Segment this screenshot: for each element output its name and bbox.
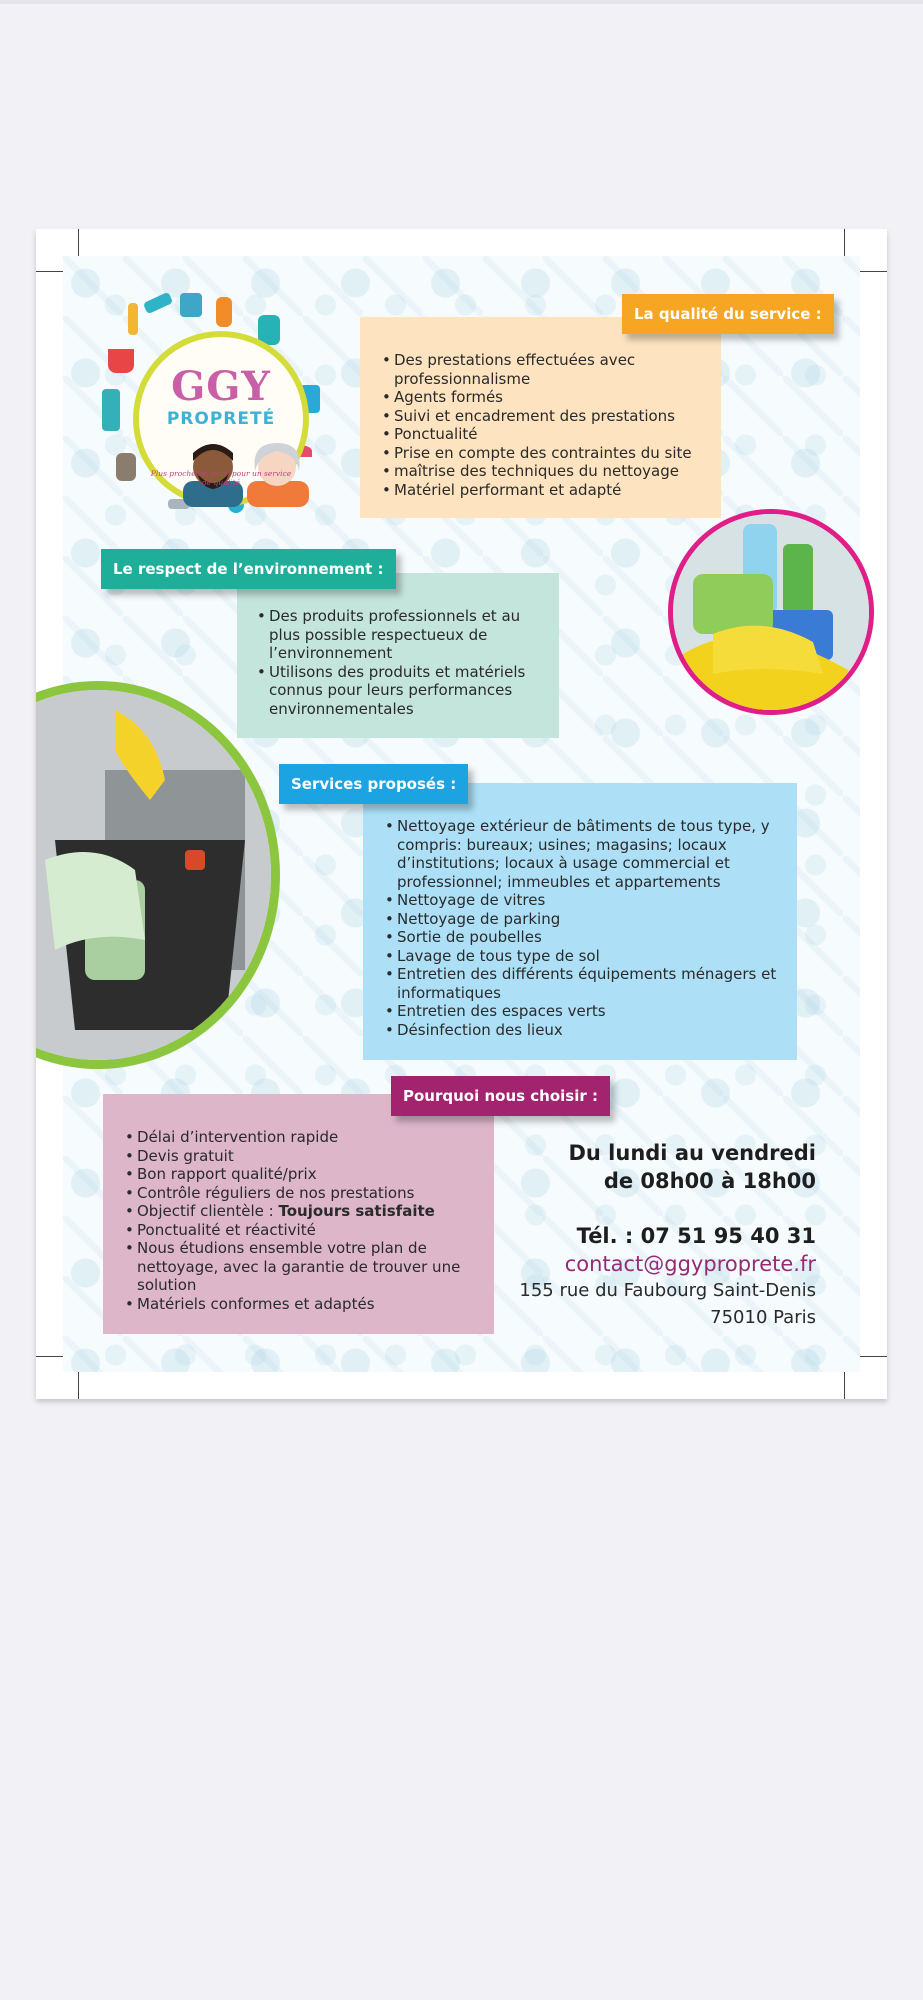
services-box <box>363 783 797 1060</box>
logo-circle <box>133 331 309 507</box>
why-section-title: Pourquoi nous choisir : <box>391 1076 610 1116</box>
ggy-proprete-logo <box>108 293 318 513</box>
list-item: • Ponctualité et réactivité <box>125 1221 482 1240</box>
list-item: • Prise en compte des contraintes du site <box>382 444 705 463</box>
environment-section-title: Le respect de l’environnement : <box>101 549 396 589</box>
list-item: • Devis gratuit <box>125 1147 482 1166</box>
quality-section-title: La qualité du service : <box>622 294 834 334</box>
opening-days: Du lundi au vendredi <box>568 1141 816 1165</box>
why-box <box>103 1094 494 1334</box>
logo-title: GGY <box>171 363 271 410</box>
opening-hours: de 08h00 à 18h00 <box>603 1169 816 1193</box>
crop-mark <box>36 271 63 272</box>
list-item: • Nettoyage extérieur de bâtiments de tous type, y compris: bureaux; usines; magasins; locaux d’institutions; locaux à usage commercial et professionnel; immeubles et appartements <box>385 817 781 891</box>
bottle-icon <box>128 303 138 335</box>
crop-mark <box>860 271 887 272</box>
crop-mark <box>36 1356 63 1357</box>
list-item: • Des produits professionnels et au plus possible respectueux de l’environnement <box>257 607 545 663</box>
objective-value: Toujours satisfaite <box>278 1202 435 1220</box>
crop-mark <box>78 229 79 256</box>
quality-list <box>382 351 705 499</box>
objective-label: Objectif clientèle : <box>137 1202 279 1220</box>
environment-list <box>257 607 545 718</box>
logo-slogan: Plus proche de vous, pour un service de qualité <box>150 469 292 487</box>
list-item: • Agents formés <box>382 388 705 407</box>
list-item: • Bon rapport qualité/prix <box>125 1165 482 1184</box>
list-item: • Désinfection des lieux <box>385 1021 781 1040</box>
list-item: • Des prestations effectuées avec professionnalisme <box>382 351 705 388</box>
list-item: • Utilisons des produits et matériels connus pour leurs performances environnementales <box>257 663 545 719</box>
crop-mark <box>78 1372 79 1399</box>
bucket-red-icon <box>108 349 134 373</box>
crop-mark <box>844 229 845 256</box>
list-item: • Matériels conformes et adaptés <box>125 1295 482 1314</box>
list-item: • Contrôle réguliers de nos prestations <box>125 1184 482 1203</box>
list-item: • Nettoyage de vitres <box>385 891 781 910</box>
street-address: 155 rue du Faubourg Saint-Denis <box>519 1280 816 1301</box>
glove-icon <box>116 453 136 481</box>
services-list <box>385 817 781 1039</box>
brush-icon <box>143 292 173 315</box>
mop-icon <box>102 389 120 431</box>
list-item <box>125 1202 482 1221</box>
list-item: • Entretien des espaces verts <box>385 1002 781 1021</box>
list-item: • Délai d’intervention rapide <box>125 1128 482 1147</box>
crop-mark <box>860 1356 887 1357</box>
city-address: 75010 Paris <box>710 1307 816 1328</box>
quality-box <box>360 317 721 518</box>
cleaning-products-photo <box>668 509 874 715</box>
flyer-page <box>36 229 887 1399</box>
list-item: • Suivi et encadrement des prestations <box>382 407 705 426</box>
list-item: • maîtrise des techniques du nettoyage <box>382 462 705 481</box>
top-bar <box>0 0 923 4</box>
crop-mark <box>844 1372 845 1399</box>
list-item: • Ponctualité <box>382 425 705 444</box>
why-list <box>125 1128 482 1313</box>
list-item: • Matériel performant et adapté <box>382 481 705 500</box>
list-item: • Lavage de tous type de sol <box>385 947 781 966</box>
phone-number: Tél. : 07 51 95 40 31 <box>576 1224 816 1248</box>
list-item: • Sortie de poubelles <box>385 928 781 947</box>
environment-box <box>237 573 559 738</box>
services-section-title: Services proposés : <box>279 764 468 804</box>
gloves-icon <box>673 514 869 710</box>
list-item: • Entretien des différents équipements ménagers et informatiques <box>385 965 781 1002</box>
email-link[interactable]: contact@ggyproprete.fr <box>564 1252 816 1276</box>
spray-bottle-icon <box>216 297 232 327</box>
list-item: • Nettoyage de parking <box>385 910 781 929</box>
bucket-icon <box>180 293 202 317</box>
list-item: • Nous étudions ensemble votre plan de nettoyage, avec la garantie de trouver une solution <box>125 1239 482 1295</box>
logo-subtitle: PROPRETÉ <box>166 409 276 429</box>
